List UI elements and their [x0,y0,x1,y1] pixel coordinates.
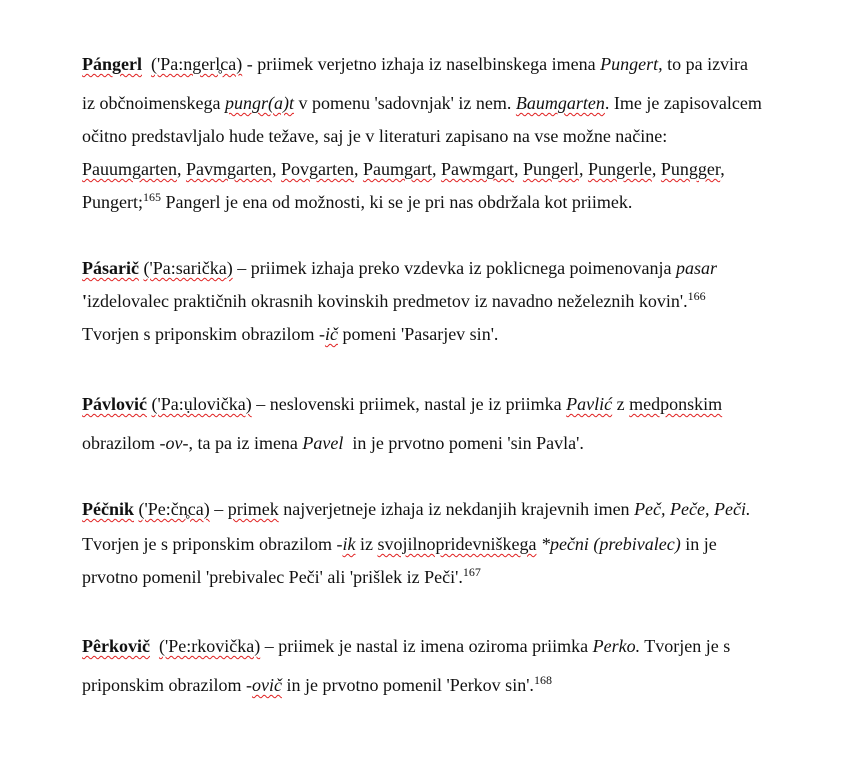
text: iz občnoimenskega [82,93,225,113]
text: obrazilom - [82,433,166,453]
variant: Pungger [660,159,721,179]
entry-line [82,565,822,598]
text: najverjetneje izhaja iz nekdanjih krajevnih imen [278,499,635,519]
headword: Péčnik [82,499,134,519]
italic-term: ič [324,324,338,344]
text: , ta pa iz imena [188,433,303,453]
text: prvotno pomenil 'prebivalec Peči' ali 'prišlek iz Peči'. [82,567,463,587]
italic-term: *pečni (prebivalec) [540,534,681,554]
entry-line [82,91,822,124]
text: in je prvotno pomeni 'sin Pavla'. [343,433,584,453]
text: – [209,499,228,519]
entry-line [82,634,822,667]
footnote-ref[interactable]: 165 [143,190,161,204]
entry-line [82,124,822,157]
entry-line [82,289,822,322]
pronunciation: ('Pe:čn̥ca) [138,499,210,519]
entry-perkovic [82,634,822,706]
variant: Pauumgarten [82,159,177,179]
entry-line [82,431,822,464]
variant: Povgarten [280,159,354,179]
text: svojilnopridevniškega [377,534,537,554]
text: Tvorjen je s priponskim obrazilom - [82,534,343,554]
entry-line [82,497,822,530]
text: priponskim obrazilom - [82,675,252,695]
italic-term: pasar [676,258,718,278]
text: Tvorjen je s [640,636,731,656]
text: . Ime je zapisovalcem [604,93,762,113]
entry-pangerl [82,52,822,223]
text: medponskim [629,394,723,414]
variant: Pungerl [522,159,579,179]
text: primek [227,499,279,519]
footnote-ref[interactable]: 168 [533,673,552,687]
variant: Pavmgarten [185,159,272,179]
headword: Pávlović [82,394,147,414]
footnote-ref[interactable]: 167 [462,565,481,579]
entry-pasaric [82,256,822,355]
italic-term: Peč, Peče, Peči. [634,499,751,519]
headword: Pángerl [82,54,142,74]
entry-line [82,190,822,223]
text: - priimek verjetno izhaja iz naselbinskega imena [242,54,601,74]
entry-line [82,322,822,355]
pronunciation: ('Pe:rkovička) [158,636,261,656]
text: to pa izvira [662,54,749,74]
text: očitno predstavljalo hude težave, saj je v literaturi zapisano na vse možne načine: [82,126,668,146]
variant: Pawmgart [440,159,514,179]
entry-line variants-line: Pauumgarten, Pavmgarten, Povgarten, Paumgart, Pawmgart, Pungerl, Pungerle, Pungger, [82,159,725,179]
entry-pavlovic [82,392,822,464]
text: pomeni 'Pasarjev sin'. [337,324,499,344]
italic-term: ik [342,534,356,554]
italic-term: Perko. [592,636,641,656]
italic-term: Baumgarten [515,93,605,113]
text: Pungert; [82,192,143,212]
italic-term: ovič [251,675,282,695]
pronunciation: ('Pa:ụlovička) [151,394,252,414]
entry-line [82,532,822,565]
headword: Pêrkovič [82,636,150,656]
italic-term: pungr(a)t [224,93,294,113]
text: ' [82,291,88,311]
text: Pangerl je ena od možnosti, ki se je pri nas obdržala kot priimek. [161,192,633,212]
footnote-ref[interactable]: 166 [687,289,706,303]
text: in je prvotno pomenil 'Perkov sin'. [281,675,534,695]
pronunciation: ('Pa:ngerl̥ca) [151,54,243,74]
text: iz [355,534,378,554]
entry-line [82,673,822,706]
italic-term: Pungert, [600,54,663,74]
italic-term: Pavel [302,433,344,453]
text: – neslovenski priimek, nastal je iz priimka [251,394,567,414]
entry-line [82,392,822,425]
italic-term: Pavlić [566,394,613,414]
entry-line [82,52,822,85]
pronunciation: ('Pa:sarička) [143,258,233,278]
entry-line [82,256,822,289]
italic-term: ov- [165,433,189,453]
text: – priimek izhaja preko vzdevka iz poklicnega poimenovanja [232,258,677,278]
text: v pomenu 'sadovnjak' iz nem. [293,93,516,113]
variant: Pungerle [587,159,652,179]
headword: Pásarič [82,258,139,278]
text: z [612,394,630,414]
text: Tvorjen s priponskim obrazilom - [82,324,325,344]
entry-pecnik [82,497,822,598]
text: izdelovalec praktičnih okrasnih kovinskih predmetov iz navadno neželeznih kovin'. [87,291,688,311]
text: – priimek je nastal iz imena oziroma priimka [260,636,593,656]
text: in je [680,534,717,554]
variant: Paumgart [362,159,432,179]
